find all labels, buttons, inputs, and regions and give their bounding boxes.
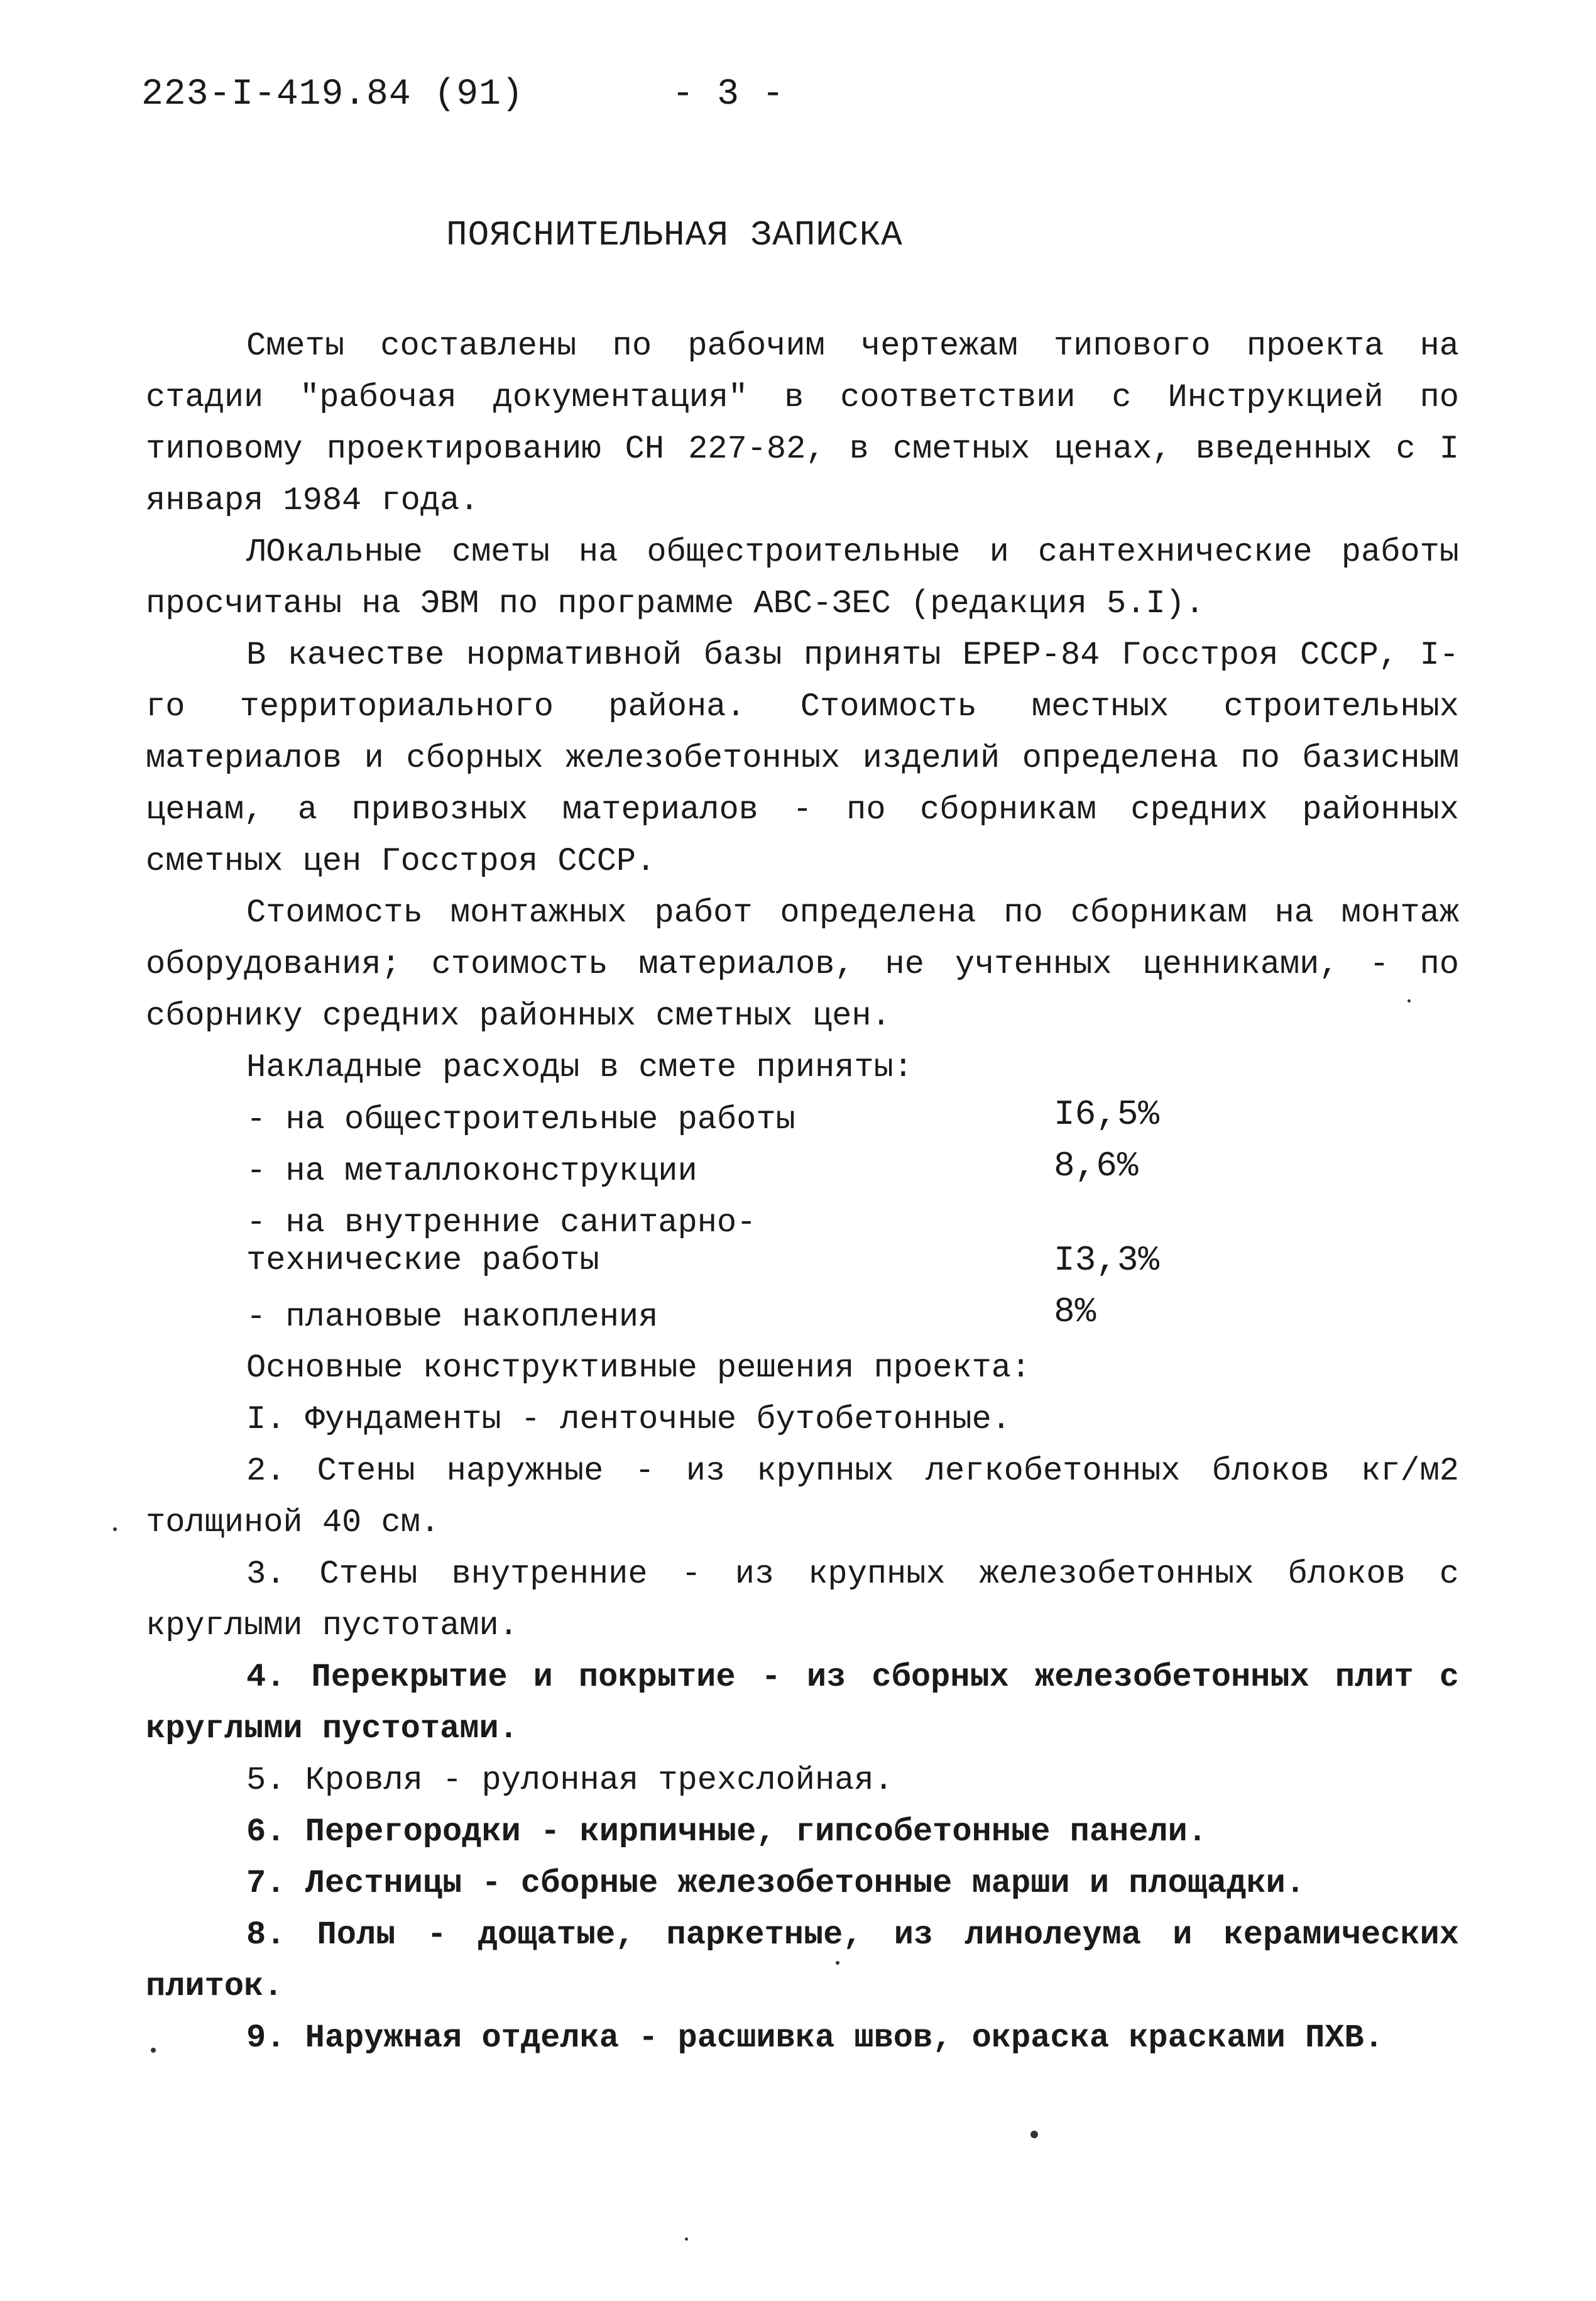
document-code: 223-I-419.84 (91)	[141, 74, 524, 115]
overhead-rate-label: - на внутренние санитарно-технические работы	[246, 1204, 757, 1279]
paragraph: Сметы составлены по рабочим чертежам типового проекта на стадии "рабочая документация" в соответствии с Инструкцией по типовому проектированию СН 227-82, в сметных ценах, введенных с I января 1984 года.	[146, 327, 1459, 519]
solution-item: 7. Лестницы - сборные железобетонные марши и площадки.	[246, 1865, 1306, 1902]
paragraph: ЛОкальные сметы на общестроительные и сантехнические работы просчитаны на ЭВМ по программе АВС-ЗЕС (редакция 5.I).	[146, 534, 1459, 622]
overhead-rate-row	[146, 1291, 1459, 1343]
overhead-intro: Накладные расходы в смете приняты:	[246, 1049, 913, 1086]
overhead-rate-row	[146, 1094, 1459, 1145]
paragraph: В качестве нормативной базы приняты ЕРЕР-84 Госстроя СССР, I-го территориального района. Стоимость местных строительных материалов и сборных железобетонных изделий определена по базисным ценам, а привозных материалов - по сборникам средних районных сметных цен Госстроя СССР.	[146, 637, 1459, 880]
scan-speck	[151, 2048, 156, 2053]
solution-item: 3. Стены внутренние - из крупных железобетонных блоков с круглыми пустотами.	[146, 1556, 1459, 1644]
overhead-rate-label: - на металлоконструкции	[246, 1153, 697, 1190]
overhead-rate-label: - на общестроительные работы	[246, 1101, 795, 1138]
solution-item: 5. Кровля - рулонная трехслойная.	[246, 1762, 894, 1799]
overhead-rate-value: 8%	[1054, 1292, 1096, 1332]
page-header	[141, 74, 785, 115]
scan-speck	[1030, 2131, 1038, 2138]
overhead-rate-value: I3,3%	[1054, 1240, 1160, 1280]
solution-item: 6. Перегородки - кирпичные, гипсобетонные панели.	[246, 1813, 1208, 1850]
overhead-rate-value: I6,5%	[1054, 1094, 1160, 1134]
page-number: - 3 -	[672, 74, 785, 115]
document-body	[146, 321, 1459, 2064]
solution-item: 8. Полы - дощатые, паркетные, из линолеума и керамических плиток.	[146, 1916, 1459, 2005]
paragraph: Стоимость монтажных работ определена по сборникам на монтаж оборудования; стоимость материалов, не учтенных ценниками, - по сборнику средних районных сметных цен.	[146, 894, 1459, 1035]
overhead-rate-row	[146, 1145, 1459, 1197]
scan-speck	[113, 1527, 117, 1531]
scan-speck	[1407, 999, 1411, 1002]
solution-item: 2. Стены наружные - из крупных легкобетонных блоков кг/м2 толщиной 40 см.	[146, 1453, 1459, 1541]
solution-item: 4. Перекрытие и покрытие - из сборных железобетонных плит с круглыми пустотами.	[146, 1659, 1459, 1747]
overhead-rate-value: 8,6%	[1054, 1146, 1139, 1186]
overhead-rate-label: - плановые накопления	[246, 1299, 659, 1336]
scan-speck	[685, 2238, 688, 2241]
scan-speck	[836, 1961, 839, 1965]
solutions-intro: Основные конструктивные решения проекта:	[246, 1349, 1031, 1387]
solution-item: 9. Наружная отделка - расшивка швов, окраска красками ПХВ.	[246, 2019, 1384, 2057]
overhead-rate-row	[146, 1197, 1459, 1291]
document-title: ПОЯСНИТЕЛЬНАЯ ЗАПИСКА	[446, 215, 903, 255]
solution-item: I. Фундаменты - ленточные бутобетонные.	[246, 1401, 1011, 1438]
